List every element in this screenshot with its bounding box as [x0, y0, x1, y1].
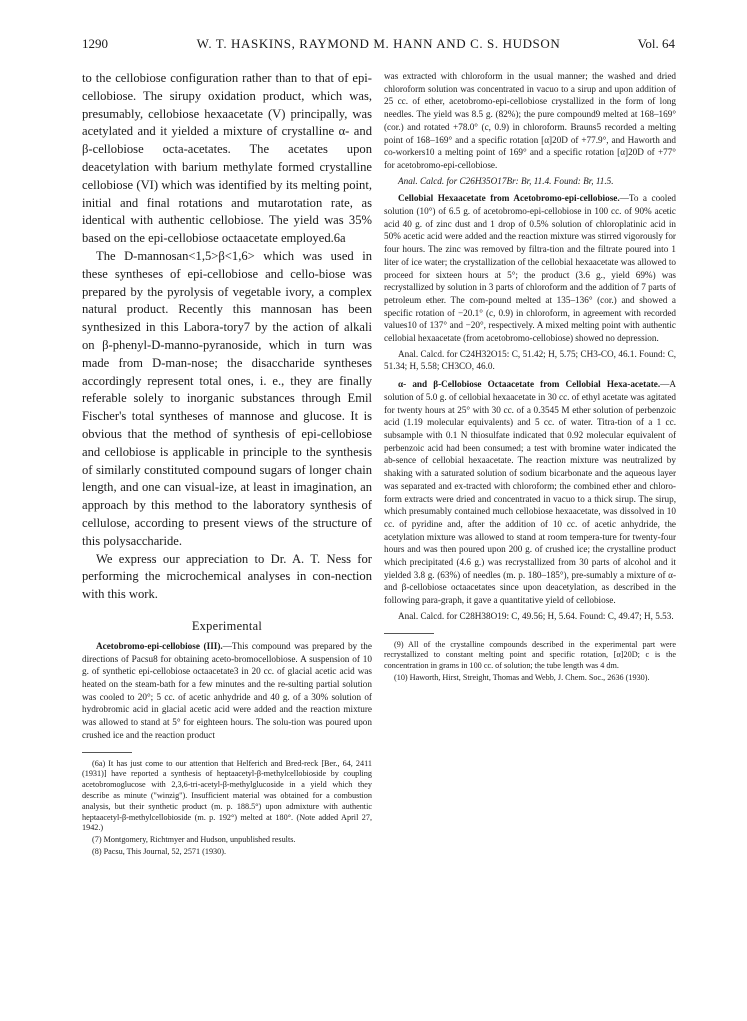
experimental-paragraph [384, 378, 676, 607]
footnote: (7) Montgomery, Richtmyer and Hudson, unpublished results. [92, 835, 296, 845]
paragraph-run-in-heading: Cellobial Hexaacetate from Acetobromo-epi-cellobiose. [398, 193, 620, 204]
paragraph-run-in-heading: Acetobromo-epi-cellobiose (III). [96, 640, 223, 651]
acknowledgment-paragraph: We express our appreciation to Dr. A. T. Ness for performing the microchemical analyses in con-nection with this work. [82, 551, 372, 602]
footnote: (9) All of the crystalline compounds described in the experimental part were recrystallized to constant melting point and specific rotation, [α]20D; c is the concentration in grams in 100 cc. of solution; the tube length was 4 dm. [384, 639, 676, 671]
footnote: (6a) It has just come to our attention that Helferich and Bred-reck [Ber., 64, 2411 (1931)] have reported a synthesis of heptaacetyl-β-methylcellobioside by coupling acetobromoglucose with 2,3,6-tri-acetyl-β-methylglucoside in a yield which they describe as minute ("winzig"). Insufficient material was obtained for a combustion analysis, but their synthetic product (m. p. 188.5°) upon admixture with authentic heptaacetyl-β-methylcellobioside (m. p. 192°) melted at 180°. (Note added April 27, 1942.) [82, 758, 372, 833]
section-heading-experimental: Experimental [191, 618, 263, 633]
footnote: (8) Pacsu, This Journal, 52, 2571 (1930). [92, 846, 227, 856]
footnote-divider [82, 752, 132, 753]
right-column [384, 70, 676, 684]
running-head-authors: W. T. HASKINS, RAYMOND M. HANN AND C. S. HUDSON [196, 36, 561, 51]
experimental-paragraph [384, 192, 676, 344]
paragraph-body: —This compound was prepared by the directions of Pacsu8 for obtaining aceto-bromocellobiose. A suspension of 10 g. of synthetic epi-cellobiose octaacetate3 in 20 cc. of glacial acetic acid was heated on the steam-bath for a few minutes and the re-sulting partial solution was cooled to 20°; 5 cc. of acetic anhydride and 40 g. of a 30% solution of hydrobromic acid in glacial acetic acid were added and the reaction mixture was allowed to stand at 5° for eighteen hours. The solu-tion was poured upon crushed ice and the reaction product [82, 640, 372, 740]
footnotes-right [384, 640, 676, 684]
body-paragraph: to the cellobiose configuration rather than to that of epi-cellobiose. The sirupy oxidation product, which was, presumably, cellobiose hexaacetate (V) principally, was acetylated and it yielded a mixture of crystalline α- and β-cellobiose octa-acetates. The acetates upon deacetylation with barium methylate formed crystalline cellobiose (VI) which was identified by its melting point, initial and final rotations and mutarotation rate, as identical with authentic cellobiose. The yield was 35% based on the epi-cellobiose octaacetate employed.6a [82, 71, 372, 246]
running-header [82, 36, 675, 54]
left-column [82, 70, 372, 858]
footnote: (10) Haworth, Hirst, Streight, Thomas and Webb, J. Chem. Soc., 2636 (1930). [394, 672, 650, 682]
experimental-paragraph [82, 640, 372, 742]
analysis-line: Anal. Calcd. for C28H38O19: C, 49.56; H, 5.64. Found: C, 49.47; H, 5.53. [398, 610, 674, 621]
paragraph-run-in-heading: α- and β-Cellobiose Octaacetate from Cellobial Hexa-acetate. [398, 379, 661, 390]
page-number: 1290 [82, 36, 108, 51]
body-paragraph: The D-mannosan<1,5>β<1,6> which was used in these syntheses of epi-cellobiose and cello-biose was prepared by the pyrolysis of vegetable ivory, a complex natural product. Recently this mannosan has been synthesized in this Labora-tory7 by the action of alkali on β-phenyl-D-manno-pyranoside, which in turn was made from D-man-nose; the disaccharide syntheses accordingly represent total ones, i. e., they are finally referable solely to inorganic substances through Emil Fischer's total syntheses of mannose and glucose. It is obvious that the method of synthesis of epi-cellobiose and cellobiose is applicable in principle to the synthesis of similarly constituted compound sugars of longer chain length, and one can visual-ize, at least in imagination, an approach by this method to the laboratory synthesis of cellulose, according to present views of the structure of this polysaccharide. [82, 248, 372, 548]
paragraph-body: —A solution of 5.0 g. of cellobial hexaacetate in 30 cc. of ethyl acetate was agitated for twenty hours at 25° with 30 cc. of a 0.3545 M ether solution of perbenzoic acid (1.19 molecular equivalents) and 5 cc. of water. Titra-tion of a 1 cc. subsample with 0.1 N thiosulfate indicated that 0.92 molecular equivalent of perbenzoic acid had been consumed; a test with bromine water indicated the ab-sence of cellobial hexaacetate. The reaction mixture was neutralized by shaking with a saturated solution of sodium bicarbonate and the aqueous layer was separated and ex-tracted with chloroform; the combined ether and chloro-form extracts were dried and concentrated in vacuo to a thick sirup. The sirup, which presumably contained much cellobiose hexaacetate, was dissolved in 10 cc. of pyridine and, after the addition of 10 cc. of acetic anhydride, the acetylation mixture was allowed to stand at room tempera-ture for twenty-four hours and was then poured upon 200 g. of crushed ice; the crystalline product which precipitated (4.6 g.) was recrystallized from 30 parts of alcohol and it yielded 3.8 g. (63%) of needles (m. p. 180–185°), pre-sumably a mixture of α- and β-cellobiose octaacetates since upon deacetylation, as described in the following para-graph, it gave a quantitative yield of cellobiose. [384, 379, 676, 606]
volume-label: Vol. 64 [637, 36, 675, 51]
analysis-line: Anal. Calcd. for C26H35O17Br: Br, 11.4. Found: Br, 11.5. [398, 175, 614, 186]
paragraph-body: —To a cooled solution (10°) of 6.5 g. of acetobromo-epi-cellobiose in 100 cc. of 90% acetic acid 40 g. of zinc dust and 1 drop of 0.5% solution of chloroplatinic acid in 50% acetic acid were added and the reaction mixture was stirred vigorously for four hours. The zinc was removed by filtra-tion and the filtrate poured into 1 liter of ice water; the crystallization of the cellobial hexaacetate was allowed to proceed for sixteen hours at 5°; the product (3.6 g., yield 69%) was recrystallized by solution in 3 parts of chloroform and the addition of 7 parts of petroleum ether. The com-pound melted at 135–136° (cor.) and showed a specific rotation of −20.1° (c, 0.9) in chloroform, in agreement with recorded values10 of 137° and −20°, respectively. A mixed melting point with authentic cellobial hexaacetate (from acetobromo-cellobiose) showed no depression. [384, 193, 676, 344]
footnotes-left [82, 759, 372, 858]
experimental-paragraph: was extracted with chloroform in the usual manner; the washed and dried chloroform solution was concentrated in vacuo to a sirup and upon addition of 25 cc. of ether, acetobromo-epi-cellobiose crystallized in the form of long needles. The yield was 8.5 g. (82%); the pure compound9 melted at 168–169° (cor.) and rotated +78.0° (c, 0.9) in chloroform. Brauns5 recorded a melting point of 168–169° and a specific rotation [α]20D of +77.9°, and Haworth and co-workers10 a melting point of 169° and a specific rotation [α]20D of +77° for acetobromo-epi-cellobiose. [384, 71, 676, 170]
analysis-line: Anal. Calcd. for C24H32O15: C, 51.42; H, 5.75; CH3-CO, 46.1. Found: C, 51.34; H, 5.58; CH3CO, 46.0. [384, 348, 676, 372]
footnote-divider [384, 633, 434, 634]
